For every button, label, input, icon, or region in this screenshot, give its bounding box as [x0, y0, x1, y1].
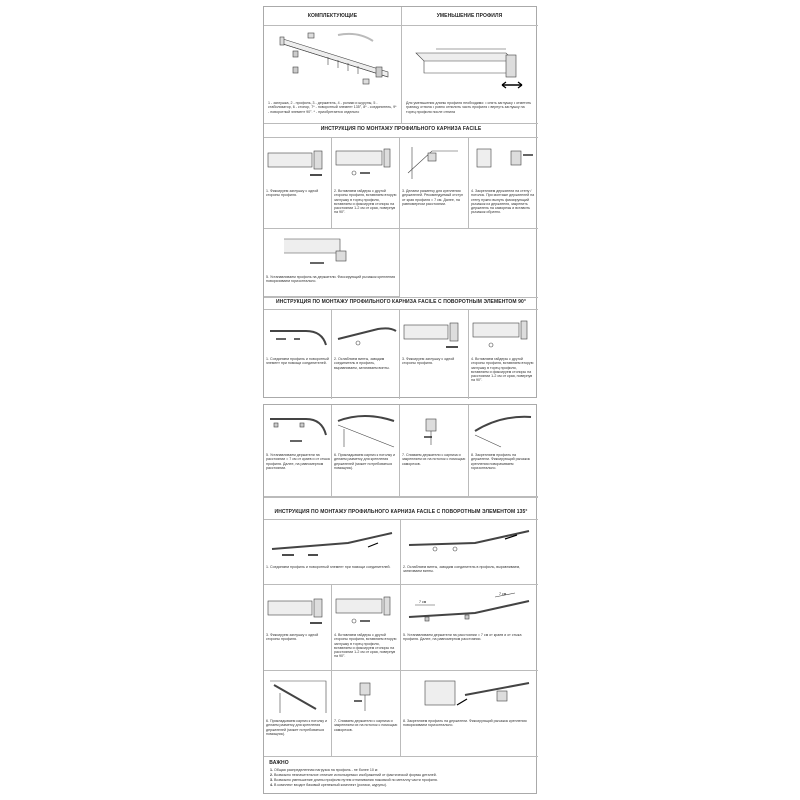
- step-illustration: [334, 411, 398, 449]
- reduce-caption: Для уменьшения длины профиля необходимо: • снять заглушку • отметить границу отпила • ровно отпилить часть профиля • вернуть заглушку на торец профиля после отпила: [406, 101, 532, 114]
- important-item: 4. В комплект входит базовый крепежный комплект (ролики, шурупы).: [270, 783, 387, 787]
- turn90-step-2: [332, 309, 400, 399]
- step-caption: 6. Прикладываем карниз к потолку и делаем разметку для крепления держателей (может потребоваться помощник).: [334, 453, 396, 470]
- step-caption: 4. Вставляем гайдеры с другой стороны профиля, вставляем вторую заглушку в торец профиля, вставляем и фиксируем стопоры на расстоянии 1-2 см от края, повернув на 90°.: [334, 633, 397, 659]
- step-caption: 5. Устанавливаем держатели на расстоянии = 7 см от краев и от стыка профиля. Далее, на равномерном расстоянии.: [266, 453, 330, 470]
- turn135-step-8: [401, 671, 538, 757]
- step-illustration: [402, 317, 466, 353]
- step-caption: 3. Фиксируем заглушку с одной стороны профиля.: [266, 633, 319, 642]
- step-caption: 2. Ослабляем винты, заводим соединитель в профиль, выравниваем, затягиваем винты.: [334, 357, 390, 370]
- important-item: 3. Возможно уменьшение длины профиля путем отпиливания ножовкой по металлу части профиля.: [270, 778, 438, 782]
- turn90-step-7: [400, 405, 469, 497]
- turn135-step-1: [264, 519, 401, 585]
- reduce-profile-illustration: [406, 29, 534, 97]
- kit-header: КОМПЛЕКТУЮЩИЕ: [307, 13, 358, 19]
- step-caption: 8. Закрепляем профиль на держатели. Фиксирующий рычажок крепления поворачиваем горизонтально.: [403, 719, 527, 728]
- important-header: ВАЖНО: [269, 760, 289, 766]
- step-illustration: [266, 143, 330, 183]
- step-illustration: [405, 591, 533, 629]
- turn135-step-2: [401, 519, 538, 585]
- step-illustration: [266, 591, 330, 629]
- step-illustration: [402, 411, 466, 449]
- turn90-header: ИНСТРУКЦИЯ ПО МОНТАЖУ ПРОФИЛЬНОГО КАРНИЗА FACILE С ПОВОРОТНЫМ ЭЛЕМЕНТОМ 90°: [275, 299, 527, 305]
- dim-label-left: 7 см: [419, 600, 427, 604]
- reduce-header: УМЕНЬШЕНИЕ ПРОФИЛЯ: [436, 13, 503, 19]
- turn135-step-6: [264, 671, 332, 757]
- step-illustration: [334, 143, 398, 183]
- step-illustration: [334, 675, 398, 715]
- step-illustration: [471, 143, 535, 183]
- step-illustration: [471, 411, 535, 449]
- step-caption: 7. Снимаем держатели с карниза и закрепляем их на потолок с помощью саморезов.: [334, 719, 398, 732]
- install-step-4: [469, 137, 538, 229]
- step-caption: 7. Снимаем держатели с карниза и закрепляем их на потолок с помощью саморезов.: [402, 453, 466, 466]
- step-illustration: [334, 317, 398, 353]
- instruction-page-2: [263, 404, 537, 794]
- install-header: ИНСТРУКЦИЯ ПО МОНТАЖУ ПРОФИЛЬНОГО КАРНИЗА FACILE: [320, 126, 482, 132]
- install-step-2: [332, 137, 400, 229]
- turn135-header: ИНСТРУКЦИЯ ПО МОНТАЖУ ПРОФИЛЬНОГО КАРНИЗА FACILE С ПОВОРОТНЫМ ЭЛЕМЕНТОМ 135°: [274, 509, 528, 515]
- install-step-3: [400, 137, 469, 229]
- step-caption: 5. Устанавливаем держатели на расстоянии = 7 см от краев и от стыка профиля. Далее, на равномерном расстоянии.: [403, 633, 522, 642]
- turn90-step-5: [264, 405, 332, 497]
- step-caption: 2. Ослабляем винты, заводим соединитель в профиль, выравниваем, затягиваем винты.: [403, 565, 521, 574]
- install-step-5: [264, 229, 400, 297]
- turn90-step-4: [469, 309, 538, 399]
- step-caption: 6. Прикладываем карниз к потолку и делаем разметку для крепления держателей (может потребоваться помощник).: [266, 719, 328, 736]
- step-illustration: [405, 675, 533, 715]
- turn135-step-5: [401, 585, 538, 671]
- step-illustration: [280, 233, 360, 271]
- step-illustration: [266, 675, 330, 715]
- install-step-1: [264, 137, 332, 229]
- turn90-step-6: [332, 405, 400, 497]
- step-illustration: [266, 411, 330, 449]
- important-item: 2. Возможно незначительное отличие используемых изображений от фактической формы деталей.: [270, 773, 437, 777]
- turn90-step-8: [469, 405, 538, 497]
- step-caption: 1. Соединяем профиль и поворотный элемент при помощи соединителей.: [266, 357, 329, 366]
- step-caption: 1. Фиксируем заглушку с одной стороны профиля.: [266, 189, 319, 198]
- step-illustration: [268, 525, 396, 559]
- kit-caption: 1 - заглушка, 2 - профиль, 3 - держатель, 4 - ролики и шурупы, 5 - стабилизатор, 6 - стопор, 7* - поворотный элемент 135°, 8* - соединитель, 9* - поворотный элемент 90°. * - приобретается отдельно: [268, 101, 397, 114]
- kit-parts-illustration: [268, 27, 398, 97]
- turn135-step-3: [264, 585, 332, 671]
- turn90-step-3: [400, 309, 469, 399]
- step-illustration: [334, 591, 398, 629]
- turn135-step-4: [332, 585, 401, 671]
- step-illustration: [266, 317, 330, 353]
- step-caption: 3. Делаем разметку для крепления держателей. Рекомендуемый отступ от края профиля = 7 см. Далее, на равномерном расстоянии.: [402, 189, 463, 206]
- important-list: [270, 768, 532, 788]
- step-caption: 4. Закрепляем держатели на стену / потолок. При монтаже держателей на стену нужно вынуть фиксирующий рычажок из держателя, закрепить держатель на саморезы и вставить рычажок обратно.: [471, 189, 535, 215]
- turn90-step-1: [264, 309, 332, 399]
- step-caption: 3. Фиксируем заглушку с одной стороны профиля.: [402, 357, 455, 366]
- important-item: 1. Общая распределенная нагрузка на профиль - не более 10 кг.: [270, 768, 379, 772]
- step-caption: 5. Устанавливаем профиль на держатели. Фиксирующий рычажок крепления поворачиваем горизонтально.: [266, 275, 396, 284]
- step-illustration: [402, 143, 466, 183]
- turn135-step-7: [332, 671, 401, 757]
- step-caption: 8. Закрепляем профиль на держатели. Фиксирующий рычажок крепления поворачиваем горизонтально.: [471, 453, 531, 470]
- step-caption: 1. Соединяем профиль и поворотный элемент при помощи соединителей.: [266, 565, 391, 569]
- step-illustration: [471, 317, 535, 353]
- dim-label-right: 7 см: [499, 592, 507, 596]
- step-illustration: [405, 525, 533, 559]
- step-caption: 4. Вставляем гайдеры с другой стороны профиля, вставляем вторую заглушку в торец профиля, вставляем и фиксируем стопоры на расстоянии 1-2 см от края, повернув на 90°.: [471, 357, 534, 383]
- instruction-page-1: [263, 6, 537, 398]
- step-caption: 2. Вставляем гайдеры с другой стороны профиля, вставляем вторую заглушку в торец профиля, вставляем и фиксируем стопоры на расстоянии 1-2 см от края, повернув на 90°.: [334, 189, 397, 215]
